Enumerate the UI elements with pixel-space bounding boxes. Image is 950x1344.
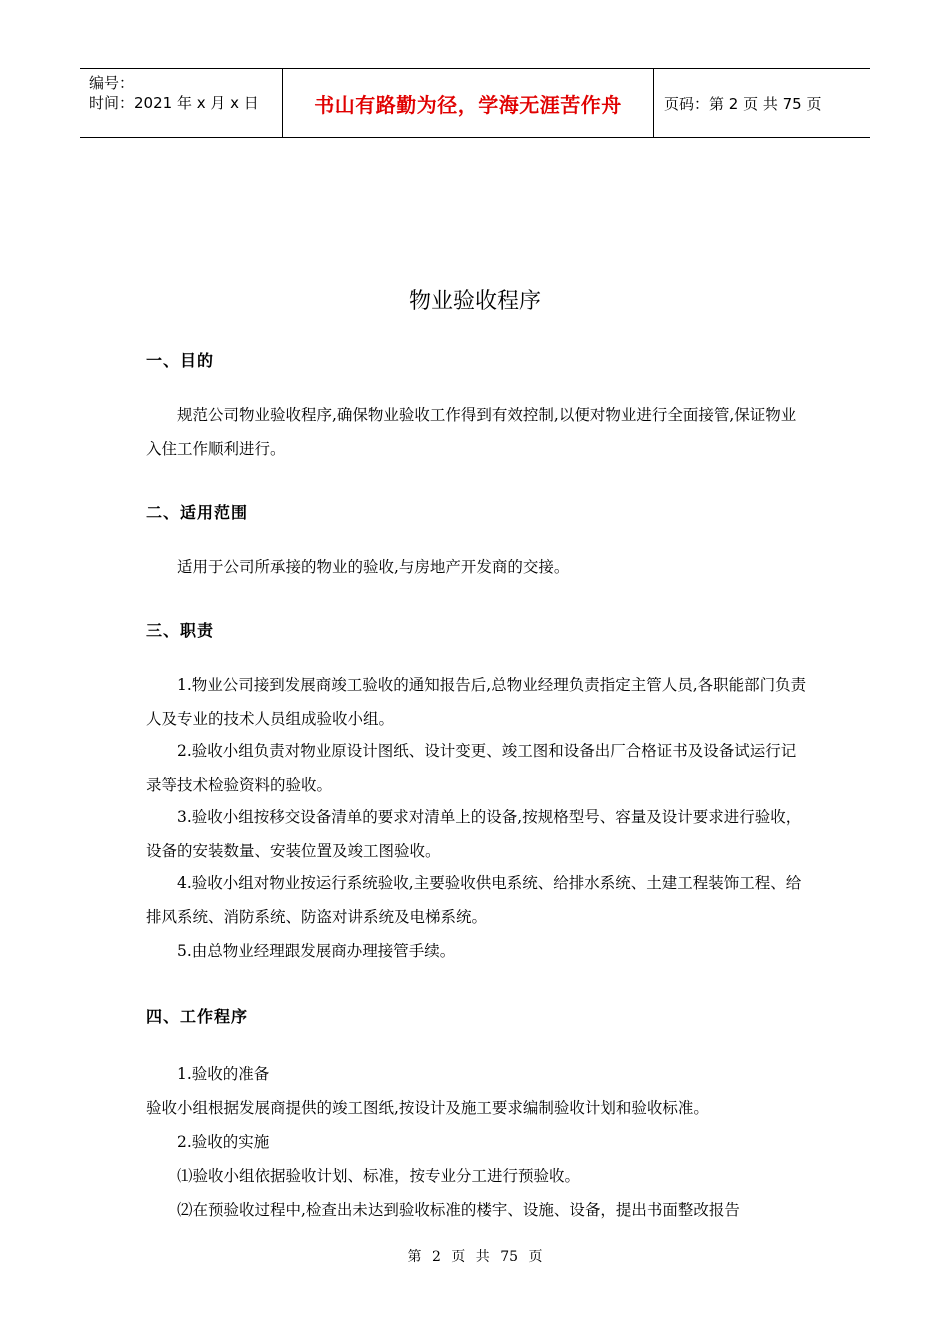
section-heading-scope: 二、适用范围 [146,503,249,522]
paragraph-duty-5: 5.由总物业经理跟发展商办理接管手续。 [177,942,456,960]
header-meta [80,69,282,137]
section-heading-duties: 三、职责 [146,621,215,640]
header-motto: 书山有路勤为径，学海无涯苦作舟 [282,69,654,137]
document-time-label: 时间：2021 年 x 月 x 日 [89,94,259,112]
page-footer: 第 2 页 共 75 页 [407,1249,543,1265]
paragraph-duty-2: 2.验收小组负责对物业原设计图纸、设计变更、竣工图和设备出厂合格证书及设备试运行记录等技术检验资料的验收。 [146,742,797,794]
paragraph-purpose: 规范公司物业验收程序,确保物业验收工作得到有效控制,以便对物业进行全面接管,保证物业入住工作顺利进行。 [146,406,797,458]
paragraph-duty-4: 4.验收小组对物业按运行系统验收,主要验收供电系统、给排水系统、土建工程装饰工程、给排风系统、消防系统、防盗对讲系统及电梯系统。 [146,874,802,926]
document-title: 物业验收程序 [408,289,541,314]
page-header [80,68,870,138]
paragraph-duty-1: 1.物业公司接到发展商竣工验收的通知报告后,总物业经理负责指定主管人员,各职能部门负责人及专业的技术人员组成验收小组。 [146,676,807,728]
section-heading-purpose: 一、目的 [146,351,215,370]
section-heading-procedure: 四、工作程序 [146,1007,249,1026]
paragraph-duty-3: 3.验收小组按移交设备清单的要求对清单上的设备,按规格型号、容量及设计要求进行验收，设备的安装数量、安装位置及竣工图验收。 [146,808,802,860]
header-page-info: 页码：第 2 页 共 75 页 [664,94,822,113]
procedure-step-2-item-1: ⑴验收小组依据验收计划、标准，按专业分工进行预验收。 [177,1167,581,1185]
paragraph-scope: 适用于公司所承接的物业的验收,与房地产开发商的交接。 [177,558,570,576]
procedure-step-1: 1.验收的准备 [177,1065,270,1083]
procedure-step-2-item-2: ⑵在预验收过程中,检查出未达到验收标准的楼宇、设施、设备，提出书面整改报告 [177,1201,740,1219]
procedure-step-1-text: 验收小组根据发展商提供的竣工图纸,按设计及施工要求编制验收计划和验收标准。 [146,1099,709,1117]
procedure-step-2: 2.验收的实施 [177,1133,270,1151]
document-number-label: 编号： [89,74,135,92]
